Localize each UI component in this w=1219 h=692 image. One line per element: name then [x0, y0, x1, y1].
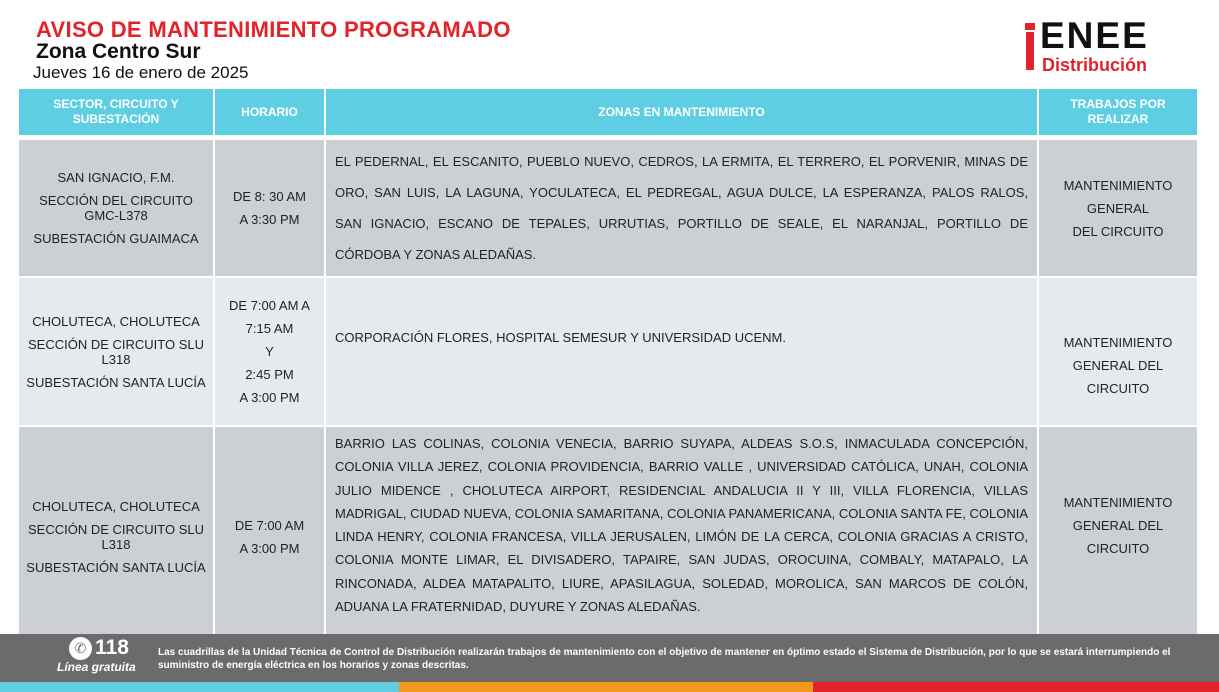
work-line: DEL CIRCUITO	[1072, 223, 1164, 239]
sector-cell	[18, 139, 214, 277]
work-line: GENERAL DEL	[1072, 358, 1164, 373]
schedule-line: A 3:00 PM	[239, 390, 300, 405]
stripe-orange	[399, 682, 813, 692]
work-cell	[1038, 277, 1198, 426]
circuit-name: SECCIÓN DE CIRCUITO SLU L318	[27, 336, 204, 367]
zones-cell: CORPORACIÓN FLORES, HOSPITAL SEMESUR Y UNIVERSIDAD UCENM.	[325, 277, 1038, 426]
work-line: GENERAL DEL	[1072, 517, 1164, 533]
phone-icon: ✆	[69, 637, 92, 660]
maintenance-table	[17, 89, 1199, 649]
hotline-label: Línea gratuita	[57, 660, 136, 674]
circuit-name: SECCIÓN DEL CIRCUITO GMC-L378	[39, 193, 193, 223]
logo-subtitle: Distribución	[1042, 55, 1148, 75]
col-header-trabajos: TRABAJOS POR REALIZAR	[1038, 89, 1198, 135]
work-line: MANTENIMIENTO	[1063, 335, 1173, 350]
schedule-cell	[214, 277, 325, 426]
table-header-row	[18, 89, 1198, 135]
stripe-red	[813, 682, 1219, 692]
schedule-line: DE 7:00 AM A	[229, 298, 310, 313]
substation-name: SUBESTACIÓN GUAIMACA	[33, 231, 199, 246]
hotline-number: 118	[95, 636, 129, 659]
enee-logo	[1018, 15, 1198, 76]
sector-name: CHOLUTECA, CHOLUTECA	[32, 499, 200, 514]
work-line: MANTENIMIENTO	[1063, 494, 1173, 510]
schedule-line: A 3:00 PM	[239, 541, 300, 556]
work-cell	[1038, 139, 1198, 277]
schedule-line: Y	[265, 344, 274, 359]
schedule-line: A 3:30 PM	[239, 212, 300, 227]
footer-notice-text: Las cuadrillas de la Unidad Técnica de Control de Distribución realizarán trabajos de mantenimiento con el objetivo de mantener en óptimo estado el Sistema de Distribución, por lo que se estará interrumpiendo el suministro de energía eléctrica en los horarios y zonas descritas.	[158, 647, 1171, 671]
substation-name: SUBESTACIÓN SANTA LUCÍA	[26, 374, 206, 390]
col-header-horario: HORARIO	[214, 89, 325, 135]
work-cell	[1038, 426, 1198, 648]
schedule-line: 7:15 AM	[245, 321, 294, 336]
logo-mark-icon	[1021, 23, 1035, 70]
col-header-zonas: ZONAS EN MANTENIMIENTO	[325, 89, 1038, 135]
footer-bar	[0, 634, 1219, 682]
table-row	[18, 277, 1198, 426]
notice-header	[0, 0, 1219, 90]
notice-title: AVISO DE MANTENIMIENTO PROGRAMADO	[36, 17, 511, 42]
schedule-line: DE 7:00 AM	[234, 518, 305, 533]
sector-name: SAN IGNACIO, F.M.	[57, 170, 175, 185]
col-header-sector: SECTOR, CIRCUITO Y SUBESTACIÓN	[18, 89, 214, 135]
schedule-cell	[214, 139, 325, 277]
circuit-name: SECCIÓN DE CIRCUITO SLU L318	[27, 522, 204, 552]
table-row	[18, 426, 1198, 648]
sector-name: CHOLUTECA, CHOLUTECA	[32, 313, 200, 329]
work-line: CIRCUITO	[1086, 381, 1150, 396]
work-line: CIRCUITO	[1086, 540, 1150, 556]
zones-cell: EL PEDERNAL, EL ESCANITO, PUEBLO NUEVO, CEDROS, LA ERMITA, EL TERRERO, EL PORVENIR, MINAS DE ORO, SAN LUIS, LA LAGUNA, YOCULATECA, EL PEDREGAL, AGUA DULCE, LA ESPERANZA, PALOS RALOS, SAN IGNACIO, ESCANO DE TEPALES, URRUTIAS, PORTILLO DE SEALE, EL NARANJAL, PORTILLO DE CÓRDOBA Y ZONAS ALEDAÑAS.	[325, 139, 1038, 277]
sector-cell	[18, 426, 214, 648]
zones-cell: BARRIO LAS COLINAS, COLONIA VENECIA, BARRIO SUYAPA, ALDEAS S.O.S, INMACULADA CONCEPCIÓN, COLONIA VILLA JEREZ, COLONIA PROVIDENCIA, BARRIO VALLE , UNIVERSIDAD CATÓLICA, UNAH, COLONIA JULIO MIDENCE , CHOLUTECA AIRPORT, RESIDENCIAL ANDALUCIA II Y III, VILLA FLORENCIA, VILLAS MADRIGAL, CIUDAD NUEVA, COLONIA SAMARITANA, COLONIA PANAMERICANA, COLONIA SANTA FE, COLONIA LINDA HENRY, COLONIA FRANCESA, VILLA JERUSALEN, LIMÓN DE LA CERCA, COLONIA GRACIAS A CRISTO, COLONIA MONTE LIMAR, EL DIVISADERO, TAPAIRE, SAN JUDAS, OROCUINA, COMBALY, MATAPALO, LA RINCONADA, ALDEA MATAPALITO, LIURE, APASILAGUA, SOLEDAD, MOROLICA, SAN MARCOS DE COLÓN, ADUANA LA FRATERNIDAD, DUYURE Y ZONAS ALEDAÑAS.	[325, 426, 1038, 648]
schedule-line: 2:45 PM	[245, 367, 294, 382]
zone-name: Zona Centro Sur	[36, 40, 201, 63]
substation-name: SUBESTACIÓN SANTA LUCÍA	[26, 560, 206, 575]
schedule-cell	[214, 426, 325, 648]
notice-date: Jueves 16 de enero de 2025	[33, 63, 249, 82]
schedule-line: DE 8: 30 AM	[233, 189, 306, 204]
work-line: GENERAL	[1086, 200, 1150, 216]
work-line: MANTENIMIENTO	[1063, 177, 1173, 193]
stripe-cyan	[0, 682, 399, 692]
table-row	[18, 139, 1198, 277]
sector-cell	[18, 277, 214, 426]
logo-wordmark: ENEE	[1040, 15, 1149, 56]
